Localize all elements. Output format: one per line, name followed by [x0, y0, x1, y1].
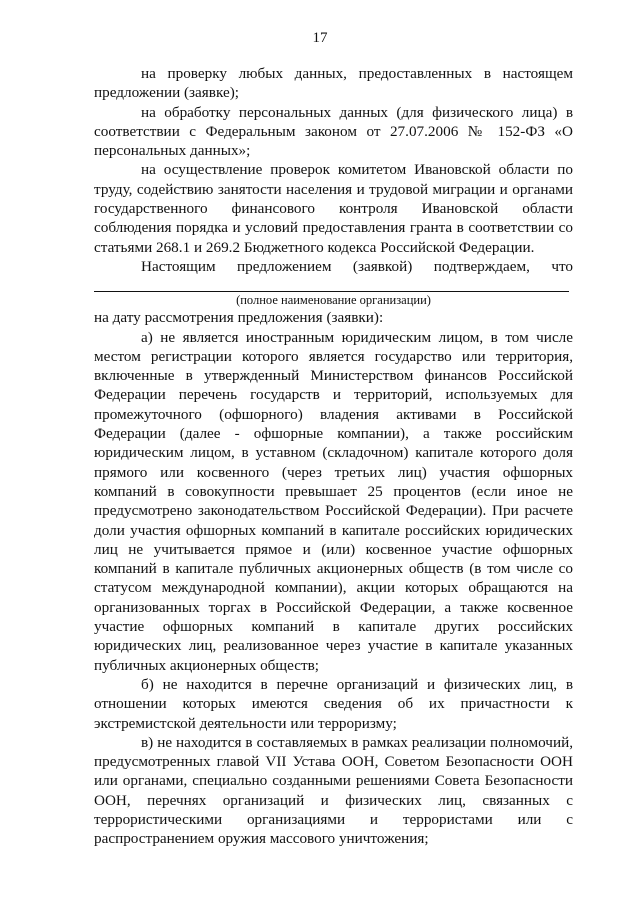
paragraph-data-verification-consent: на проверку любых данных, предоставленных в настоящем предложении (заявке);: [94, 65, 573, 102]
list-item-v-un-sanctions: в) не находится в составляемых в рамках реализации полномочий, предусмотренных главой VII Устава ООН, Советом Безопасности ООН или органами, специально созданными решениями Совета Безопасности ООН, перечнях организаций и физических лиц, связанных с террористическими организациями и террористами или с распространением оружия массового уничтожения;: [94, 733, 573, 848]
paragraph-confirmation-intro: Настоящим предложением (заявкой) подтверждаем, что: [141, 257, 573, 275]
list-item-b-extremism: б) не находится в перечне организаций и физических лиц, в отношении которых имеются сведения об их причастности к экстремистской деятельности или терроризму;: [94, 675, 573, 732]
paragraph-inspection-consent: на осуществление проверок комитетом Ивановской области по труду, содействию занятости населения и трудовой миграции и органами государственного финансового контроля Ивановской области соблюдения порядка и условий предоставления гранта в соответствии со статьями 268.1 и 269.2 Бюджетного кодекса Российской Федерации.: [94, 161, 573, 256]
paragraph-personal-data-consent: на обработку персональных данных (для физического лица) в соответствии с Федеральным законом от 27.07.2006 № 152-ФЗ «О персональных данных»;: [94, 103, 573, 160]
paragraph-review-date: на дату рассмотрения предложения (заявки):: [94, 309, 384, 327]
organization-name-blank-line: [94, 276, 569, 292]
document-body: [94, 64, 573, 849]
list-item-a-offshore: а) не является иностранным юридическим лицом, в том числе местом регистрации которого является государство или территория, включенные в утвержденный Министерством финансов Российской Федерации перечень государств и территорий, используемых для промежуточного (офшорного) владения активами в Российской Федерации (далее - офшорные компании), а также российским юридическим лицом, в уставном (складочном) капитале которого доля прямого или косвенного (через третьих лиц) участия офшорных компаний в совокупности превышает 25 процентов (если иное не предусмотрено законодательством Российской Федерации). При расчете доли участия офшорных компаний в капитале российских юридических лиц не учитывается прямое и (или) косвенное участие офшорных компаний в капитале публичных акционерных обществ (в том числе со статусом международной компании), акции которых обращаются на организованных торгах в Российской Федерации, а также косвенное участие офшорных компаний в капитале других российских юридических лиц, реализованное через участие в капитале указанных публичных акционерных обществ;: [94, 328, 573, 674]
organization-name-caption: (полное наименование организации): [236, 293, 431, 308]
page-number: 17: [312, 30, 328, 46]
